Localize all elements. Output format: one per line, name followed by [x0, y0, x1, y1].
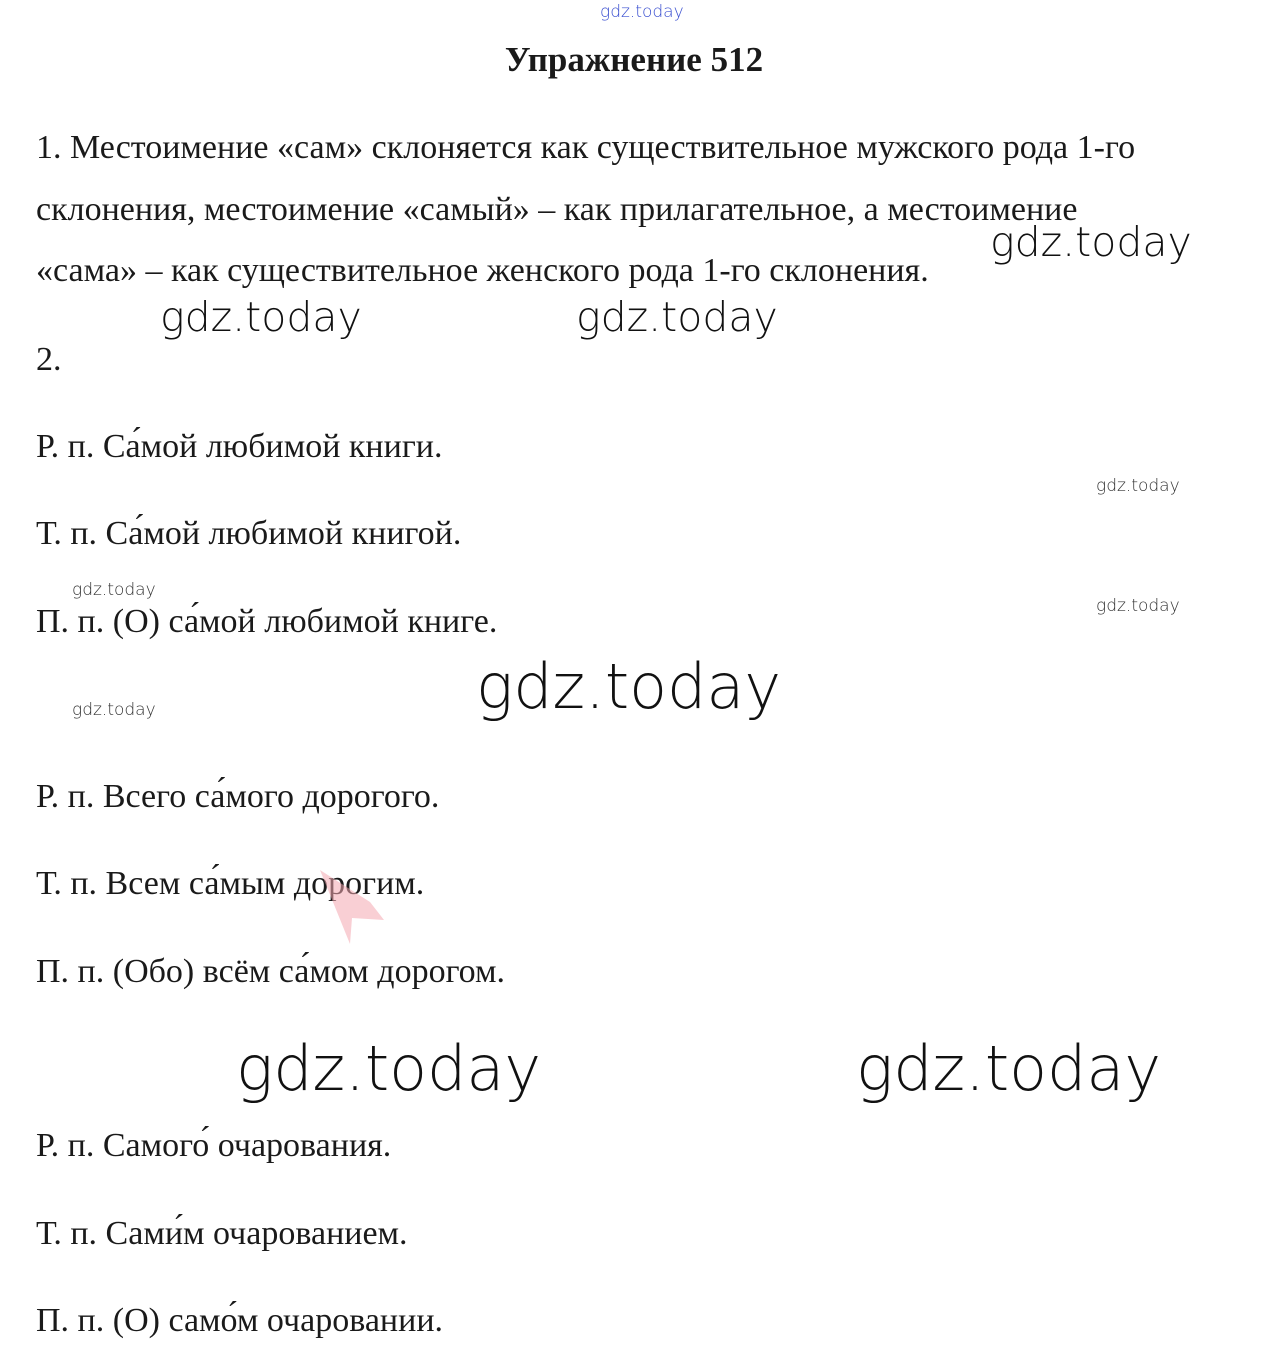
- watermark: gdz.today: [1096, 596, 1180, 616]
- watermark: gdz.today: [72, 700, 156, 720]
- watermark: gdz.today: [160, 293, 362, 341]
- group1-prepositional: П. п. (О) са́мой любимой книге.: [36, 603, 498, 640]
- part1-line2: склонения, местоимение «самый» – как прилагательное, а местоимение: [36, 191, 1078, 228]
- watermark: gdz.today: [576, 293, 778, 341]
- group2-prepositional: П. п. (Обо) всём са́мом дорогом.: [36, 953, 506, 990]
- watermark: gdz.today: [476, 650, 782, 723]
- part1-line3: «сама» – как существительное женского рода 1-го склонения.: [36, 252, 929, 289]
- header-watermark: gdz.today: [600, 2, 684, 22]
- part1-line1: 1. Местоимение «сам» склоняется как существительное мужского рода 1-го: [36, 129, 1136, 166]
- group1-instrumental: Т. п. Са́мой любимой книгой.: [36, 515, 462, 552]
- part2-label: 2.: [36, 341, 62, 378]
- bookmark-icon: [318, 868, 388, 948]
- group2-genitive: Р. п. Всего са́мого дорогого.: [36, 778, 440, 815]
- group3-instrumental: Т. п. Сами́м очарованием.: [36, 1215, 408, 1252]
- watermark: gdz.today: [236, 1032, 542, 1105]
- watermark: gdz.today: [1096, 476, 1180, 496]
- watermark: gdz.today: [856, 1032, 1162, 1105]
- group3-genitive: Р. п. Самого́ очарования.: [36, 1127, 392, 1164]
- watermark: gdz.today: [990, 218, 1192, 266]
- group1-genitive: Р. п. Са́мой любимой книги.: [36, 428, 443, 465]
- watermark: gdz.today: [72, 580, 156, 600]
- group3-prepositional: П. п. (О) само́м очаровании.: [36, 1302, 444, 1339]
- exercise-title: Упражнение 512: [504, 40, 764, 79]
- group2-instrumental: Т. п. Всем са́мым дорогим.: [36, 865, 425, 902]
